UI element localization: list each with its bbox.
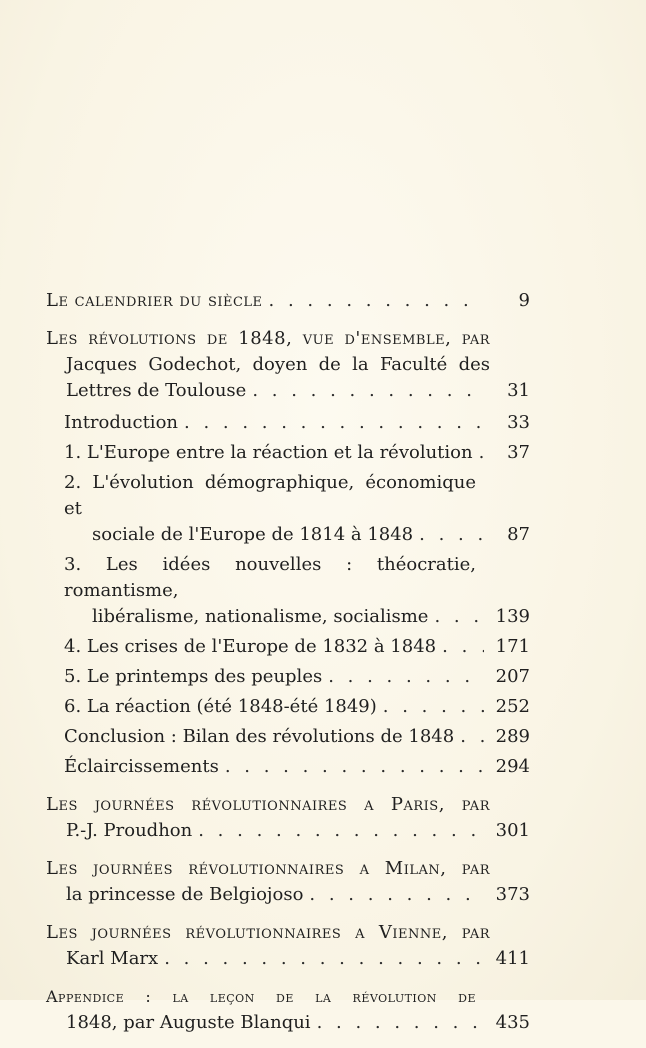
toc-entry-milan[interactable] — [46, 856, 530, 908]
toc-page-number: 252 — [495, 696, 530, 717]
toc-entry-calendrier[interactable] — [46, 288, 530, 314]
toc-chapter-label: Introduction — [64, 412, 178, 433]
toc-entry-appendice[interactable] — [46, 984, 530, 1036]
toc-entry-label-cont: 1848, par Auguste Blanqui — [66, 1012, 311, 1033]
toc-entry-revolutions[interactable] — [46, 326, 530, 404]
toc-page-number: 294 — [495, 756, 530, 777]
toc-page-number: 373 — [495, 884, 530, 905]
toc-entry-label: Les révolutions de 1848, vue d'ensemble, par — [46, 328, 490, 349]
toc-entry-label: Les journées révolutionnaires a Vienne, par — [46, 922, 490, 943]
leader-dots — [309, 882, 484, 908]
toc-chapter-label: 2. L'évolution démographique, économique et — [64, 472, 476, 519]
toc-chapter-4[interactable] — [46, 634, 530, 660]
toc-chapter-label: 1. L'Europe entre la réaction et la révolution — [64, 442, 473, 463]
toc-page-number: 37 — [507, 442, 530, 463]
toc-chapter-label-cont: libéralisme, nationalisme, socialisme — [92, 606, 429, 627]
toc-page-number: 9 — [518, 290, 530, 311]
toc-chapter-5[interactable] — [46, 664, 530, 690]
leader-dots — [269, 288, 484, 314]
toc-entry-label-cont: Karl Marx — [66, 948, 159, 969]
toc-entry-label: Le calendrier du siècle — [46, 290, 263, 311]
leader-dots — [198, 818, 484, 844]
toc-entry-label-cont: Lettres de Toulouse — [66, 380, 247, 401]
toc-page-number: 139 — [495, 606, 530, 627]
leader-dots — [164, 946, 484, 972]
toc-chapter-label: Conclusion : Bilan des révolutions de 1848 — [64, 726, 455, 747]
toc-chapter-label: 4. Les crises de l'Europe de 1832 à 1848 — [64, 636, 437, 657]
toc-chapter-eclaircissements[interactable] — [46, 754, 530, 780]
toc-chapter-2[interactable] — [46, 470, 530, 548]
toc-chapter-label: 5. Le printemps des peuples — [64, 666, 323, 687]
leader-dots — [479, 440, 484, 466]
toc-page-number: 171 — [495, 636, 530, 657]
toc-chapter-label: Éclaircissements — [64, 756, 219, 777]
toc-chapter-label: 3. Les idées nouvelles : théocratie, romantisme, — [64, 554, 476, 601]
toc-chapter-label-cont: sociale de l'Europe de 1814 à 1848 — [92, 524, 414, 545]
leader-dots — [419, 522, 484, 548]
toc-entry-label: Les journées révolutionnaires a Milan, par — [46, 858, 490, 879]
table-of-contents — [46, 288, 530, 1048]
toc-page-number: 33 — [507, 412, 530, 433]
leader-dots — [442, 634, 484, 660]
toc-page-number: 31 — [507, 380, 530, 401]
toc-page-number: 289 — [495, 726, 530, 747]
toc-chapter-6[interactable] — [46, 694, 530, 720]
leader-dots — [225, 754, 484, 780]
leader-dots — [317, 1010, 484, 1036]
toc-page-number: 87 — [507, 524, 530, 545]
toc-page-number: 435 — [495, 1012, 530, 1033]
leader-dots — [184, 410, 484, 436]
toc-page-number: 207 — [495, 666, 530, 687]
toc-entry-label-cont: Jacques Godechot, doyen de la Faculté des — [66, 354, 490, 375]
toc-entry-label-cont: P.-J. Proudhon — [66, 820, 193, 841]
toc-entry-label-cont: la princesse de Belgiojoso — [66, 884, 304, 905]
toc-page-number: 411 — [495, 948, 530, 969]
leader-dots — [328, 664, 484, 690]
toc-chapter-conclusion[interactable] — [46, 724, 530, 750]
toc-entry-label: Appendice : la leçon de la révolution de — [46, 987, 476, 1006]
toc-entry-paris[interactable] — [46, 792, 530, 844]
leader-dots — [460, 724, 484, 750]
toc-chapter-1[interactable] — [46, 440, 530, 466]
toc-chapter-3[interactable] — [46, 552, 530, 630]
leader-dots — [434, 604, 484, 630]
toc-entry-label: Les journées révolutionnaires a Paris, par — [46, 794, 490, 815]
toc-page-number: 301 — [495, 820, 530, 841]
leader-dots — [383, 694, 484, 720]
toc-chapter-label: 6. La réaction (été 1848-été 1849) — [64, 696, 377, 717]
toc-entry-vienne[interactable] — [46, 920, 530, 972]
leader-dots — [252, 378, 484, 404]
toc-chapter-introduction[interactable] — [46, 410, 530, 436]
